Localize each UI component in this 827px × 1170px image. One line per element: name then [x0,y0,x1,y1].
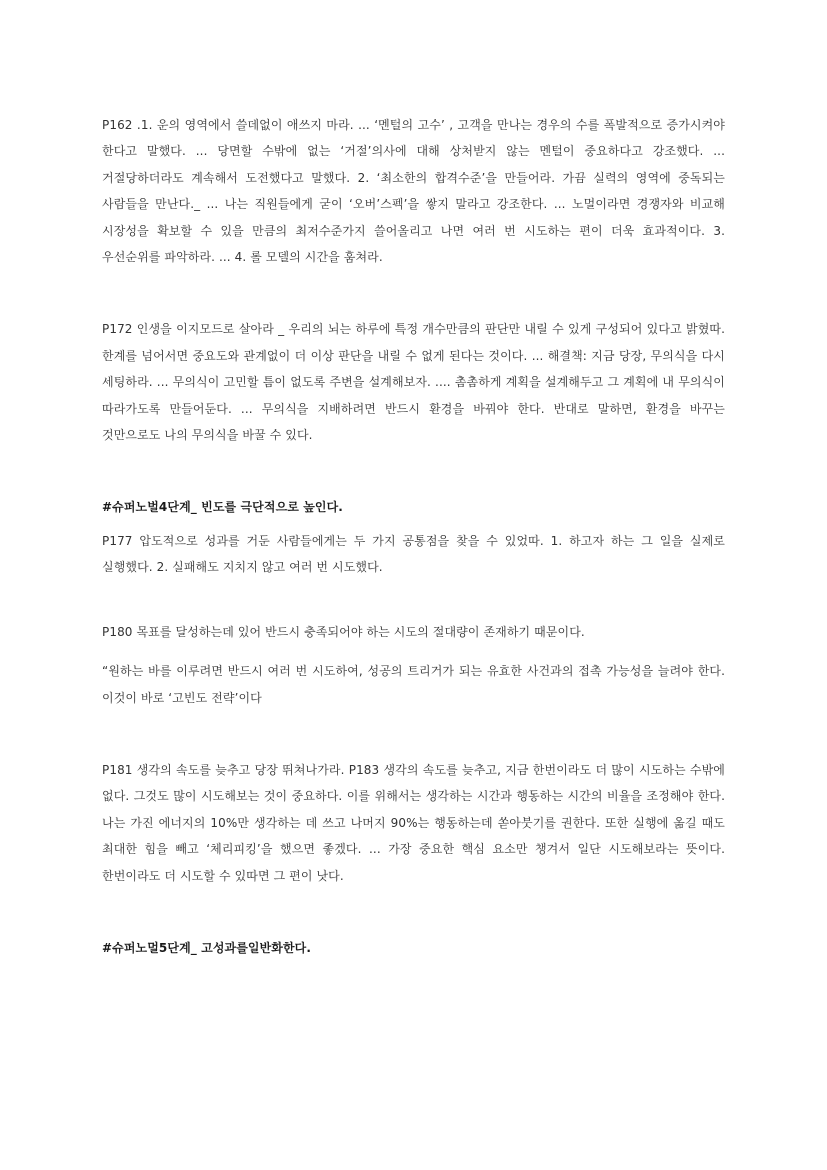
paragraph-p162: P162 .1. 운의 영역에서 쓸데없이 애쓰지 마라. ... ‘멘털의 고수’ , 고객을 만나는 경우의 수를 폭발적으로 증가시켜야 한다고 말했다. ... 당면할 수밖에 없는 ‘거절’의사에 대해 상처받지 않는 멘털이 중요하다고 강조했다. ... 거절당하더라도 계속해서 도전했다고 말했다. 2. ‘최소한의 합격수준’을 만들어라. 가끔 실력의 영역에 중독되는 사람들을 만난다._ ... 나는 직원들에게 굳이 ‘오버’스펙’을 쌓지 말라고 강조한다. ... 노멀이라면 경쟁자와 비교해 시장성을 확보할 수 있을 만큼의 최저수준가지 쓸어올리고 나면 여러 번 시도하는 편이 더욱 효과적이다. 3. 우선순위를 파악하라. ... 4. 롤 모델의 시간을 훔쳐라. [102,118,725,265]
spacer [102,581,725,619]
spacer [102,645,725,658]
section-heading-step4: #슈퍼노벌4단계_ 빈도를 극단적으로 높인다. [102,500,343,515]
document-page [102,112,725,961]
spacer [102,270,725,316]
paragraph-p177: P177 압도적으로 성과를 거둔 사람들에게는 두 가지 공통점을 찾을 수 있었따. 1. 하고자 하는 그 일을 실제로 실행했다. 2. 실패해도 지치지 않고 여러 번 시도했다. [102,533,725,575]
section-heading-step5: #슈퍼노멀5단계_ 고성과를일반화한다. [102,940,312,955]
paragraph-p172: P172 인생을 이지모드로 살아라 _ 우리의 뇌는 하루에 특정 개수만큼의 판단만 내릴 수 있게 구성되어 있다고 밝혔따. 한계를 넘어서면 중요도와 관계없이 더 이상 판단을 내릴 수 없게 된다는 것이다. ... 해결책: 지금 당장, 무의식을 다시 세팅하라. ... 무의식이 고민할 틈이 없도록 주변을 설계해보자. .... 촘촘하게 계획을 설계해두고 그 계획에 내 무의식이 따라가도록 만들어둔다. ... 무의식을 지배하려면 반드시 환경을 바꿔야 한다. 반대로 말하면, 환경을 바꾸는 것만으로도 나의 무의식을 바꿀 수 있다. [102,322,725,443]
spacer [102,448,725,494]
paragraph-p180-quote: “원하는 바를 이루려면 반드시 여러 번 시도하여, 성공의 트리거가 되는 유효한 사건과의 접촉 가능성을 늘려야 한다. 이것이 바로 ‘고빈도 전략’이다 [102,664,725,705]
spacer [102,521,725,528]
paragraph-p180: P180 목표를 달성하는데 있어 반드시 충족되어야 하는 시도의 절대량이 존재하기 때문이다. [102,624,585,639]
spacer [102,889,725,935]
spacer [102,711,725,757]
paragraph-p181: P181 생각의 속도를 늦추고 당장 뛰쳐나가라. P183 생각의 속도를 늦추고, 지금 한번이라도 더 많이 시도하는 수밖에 없다. 그것도 많이 시도해보는 것이 중요하다. 이를 위해서는 생각하는 시간과 행동하는 시간의 비율을 조정해야 한다. 나는 가진 에너지의 10%만 생각하는 데 쓰고 나머지 90%는 행동하는데 쏟아붓기를 권한다. 또한 실행에 옮길 때도 최대한 힘을 빼고 ‘체리피킹’을 했으면 좋겠다. ... 가장 중요한 핵심 요소만 챙겨서 일단 시도해보라는 뜻이다. 한번이라도 더 시도할 수 있따면 그 편이 낫다. [102,762,725,883]
